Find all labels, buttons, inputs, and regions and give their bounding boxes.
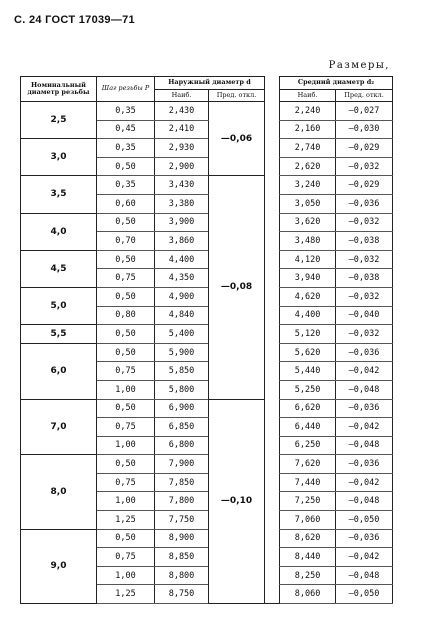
outer-max-cell: 2,410 [155,120,209,139]
pitch-cell: 1,00 [97,380,155,399]
table-row [21,250,393,269]
column-gap [265,343,280,362]
table-row [21,455,393,474]
table-row [21,287,393,306]
column-gap [265,511,280,530]
header-nominal-diameter: Номинальный диаметр резьбы [21,77,97,102]
mid-deviation-cell: —0,032 [336,157,393,176]
outer-max-cell: 8,800 [155,566,209,585]
pitch-cell: 1,00 [97,436,155,455]
mid-max-cell: 4,620 [280,287,336,306]
nominal-diameter-cell: 5,0 [21,287,97,324]
column-gap [265,176,280,195]
outer-max-cell: 6,900 [155,399,209,418]
column-gap [265,157,280,176]
table-body [21,102,393,604]
mid-max-cell: 3,620 [280,213,336,232]
mid-max-cell: 5,440 [280,362,336,381]
header-outer-deviation: Пред. откл. [209,89,265,102]
header-gap [265,77,280,102]
mid-max-cell: 8,250 [280,566,336,585]
pitch-cell: 1,25 [97,511,155,530]
outer-max-cell: 7,900 [155,455,209,474]
mid-deviation-cell: —0,048 [336,436,393,455]
thread-table-wrapper [20,76,392,604]
mid-deviation-cell: —0,050 [336,511,393,530]
pitch-cell: 0,75 [97,548,155,567]
outer-max-cell: 2,900 [155,157,209,176]
outer-max-cell: 2,430 [155,102,209,121]
pitch-cell: 0,75 [97,362,155,381]
nominal-diameter-cell: 4,5 [21,250,97,287]
nominal-diameter-cell: 8,0 [21,455,97,529]
mid-max-cell: 8,440 [280,548,336,567]
column-gap [265,139,280,158]
outer-max-cell: 7,800 [155,492,209,511]
pitch-cell: 1,00 [97,566,155,585]
nominal-diameter-cell: 5,5 [21,325,97,344]
column-gap [265,232,280,251]
mid-max-cell: 3,480 [280,232,336,251]
mid-max-cell: 2,740 [280,139,336,158]
outer-deviation-cell: —0,10 [209,399,265,604]
mid-deviation-cell: —0,042 [336,362,393,381]
page-header: С. 24 ГОСТ 17039—71 [14,14,135,26]
mid-max-cell: 5,620 [280,343,336,362]
header-outer-max: Наиб. [155,89,209,102]
table-row [21,325,393,344]
mid-deviation-cell: —0,032 [336,325,393,344]
table-row [21,213,393,232]
pitch-cell: 0,50 [97,343,155,362]
column-gap [265,306,280,325]
mid-max-cell: 3,940 [280,269,336,288]
column-gap [265,399,280,418]
outer-max-cell: 6,800 [155,436,209,455]
pitch-cell: 0,50 [97,250,155,269]
pitch-cell: 0,80 [97,306,155,325]
outer-deviation-cell: —0,08 [209,176,265,399]
column-gap [265,269,280,288]
mid-deviation-cell: —0,036 [336,194,393,213]
column-gap [265,436,280,455]
column-gap [265,250,280,269]
mid-deviation-cell: —0,032 [336,287,393,306]
column-gap [265,194,280,213]
column-gap [265,529,280,548]
mid-deviation-cell: —0,048 [336,492,393,511]
pitch-cell: 0,35 [97,139,155,158]
mid-deviation-cell: —0,029 [336,139,393,158]
mid-max-cell: 5,250 [280,380,336,399]
outer-max-cell: 8,850 [155,548,209,567]
outer-max-cell: 4,350 [155,269,209,288]
column-gap [265,325,280,344]
column-gap [265,455,280,474]
outer-max-cell: 4,840 [155,306,209,325]
mid-max-cell: 7,620 [280,455,336,474]
outer-max-cell: 3,860 [155,232,209,251]
mid-deviation-cell: —0,038 [336,232,393,251]
pitch-cell: 1,00 [97,492,155,511]
mid-max-cell: 2,240 [280,102,336,121]
mid-deviation-cell: —0,048 [336,566,393,585]
pitch-cell: 0,75 [97,269,155,288]
mid-deviation-cell: —0,036 [336,455,393,474]
nominal-diameter-cell: 3,5 [21,176,97,213]
table-row [21,399,393,418]
mid-max-cell: 8,620 [280,529,336,548]
outer-deviation-cell: —0,06 [209,102,265,176]
pitch-cell: 0,50 [97,325,155,344]
outer-max-cell: 3,380 [155,194,209,213]
column-gap [265,362,280,381]
column-gap [265,380,280,399]
pitch-cell: 0,50 [97,157,155,176]
mid-deviation-cell: —0,032 [336,213,393,232]
mid-deviation-cell: —0,036 [336,399,393,418]
table-row [21,139,393,158]
thread-dimensions-table [20,76,393,604]
outer-max-cell: 8,900 [155,529,209,548]
mid-max-cell: 6,440 [280,418,336,437]
mid-max-cell: 3,240 [280,176,336,195]
header-mid-diameter: Средний диаметр d₂ [280,77,393,90]
table-row [21,176,393,195]
mid-max-cell: 6,620 [280,399,336,418]
mid-max-cell: 7,060 [280,511,336,530]
column-gap [265,213,280,232]
mid-deviation-cell: —0,048 [336,380,393,399]
mid-deviation-cell: —0,042 [336,548,393,567]
pitch-cell: 0,60 [97,194,155,213]
mid-max-cell: 2,620 [280,157,336,176]
outer-max-cell: 3,900 [155,213,209,232]
mid-deviation-cell: —0,030 [336,120,393,139]
pitch-cell: 1,25 [97,585,155,604]
pitch-cell: 0,50 [97,529,155,548]
column-gap [265,120,280,139]
header-mid-max: Наиб. [280,89,336,102]
mid-deviation-cell: —0,040 [336,306,393,325]
column-gap [265,102,280,121]
outer-max-cell: 5,850 [155,362,209,381]
mid-deviation-cell: —0,032 [336,250,393,269]
pitch-cell: 0,75 [97,473,155,492]
outer-max-cell: 4,400 [155,250,209,269]
outer-max-cell: 3,430 [155,176,209,195]
outer-max-cell: 4,900 [155,287,209,306]
pitch-cell: 0,50 [97,399,155,418]
mid-deviation-cell: —0,050 [336,585,393,604]
dimensions-caption: Размеры, [328,60,390,71]
table-row [21,343,393,362]
outer-max-cell: 8,750 [155,585,209,604]
outer-max-cell: 5,900 [155,343,209,362]
outer-max-cell: 7,850 [155,473,209,492]
mid-deviation-cell: —0,042 [336,418,393,437]
mid-deviation-cell: —0,036 [336,529,393,548]
nominal-diameter-cell: 7,0 [21,399,97,455]
outer-max-cell: 2,930 [155,139,209,158]
mid-max-cell: 8,060 [280,585,336,604]
pitch-cell: 0,50 [97,287,155,306]
column-gap [265,492,280,511]
mid-deviation-cell: —0,036 [336,343,393,362]
mid-deviation-cell: —0,038 [336,269,393,288]
nominal-diameter-cell: 6,0 [21,343,97,399]
mid-max-cell: 7,440 [280,473,336,492]
mid-max-cell: 4,120 [280,250,336,269]
mid-max-cell: 3,050 [280,194,336,213]
header-mid-deviation: Пред. откл. [336,89,393,102]
nominal-diameter-cell: 2,5 [21,102,97,139]
table-row [21,102,393,121]
pitch-cell: 0,35 [97,102,155,121]
table-row [21,529,393,548]
mid-max-cell: 5,120 [280,325,336,344]
column-gap [265,548,280,567]
column-gap [265,585,280,604]
outer-max-cell: 5,800 [155,380,209,399]
column-gap [265,473,280,492]
header-outer-diameter: Наружный диаметр d [155,77,265,90]
pitch-cell: 0,75 [97,418,155,437]
pitch-cell: 0,70 [97,232,155,251]
mid-max-cell: 2,160 [280,120,336,139]
pitch-cell: 0,35 [97,176,155,195]
column-gap [265,287,280,306]
pitch-cell: 0,50 [97,455,155,474]
header-pitch: Шаг резьбы P [97,77,155,102]
outer-max-cell: 5,400 [155,325,209,344]
nominal-diameter-cell: 4,0 [21,213,97,250]
nominal-diameter-cell: 3,0 [21,139,97,176]
outer-max-cell: 6,850 [155,418,209,437]
mid-deviation-cell: —0,042 [336,473,393,492]
mid-max-cell: 6,250 [280,436,336,455]
column-gap [265,418,280,437]
pitch-cell: 0,45 [97,120,155,139]
column-gap [265,566,280,585]
mid-max-cell: 4,400 [280,306,336,325]
nominal-diameter-cell: 9,0 [21,529,97,603]
pitch-cell: 0,50 [97,213,155,232]
mid-deviation-cell: —0,027 [336,102,393,121]
outer-max-cell: 7,750 [155,511,209,530]
mid-max-cell: 7,250 [280,492,336,511]
mid-deviation-cell: —0,029 [336,176,393,195]
